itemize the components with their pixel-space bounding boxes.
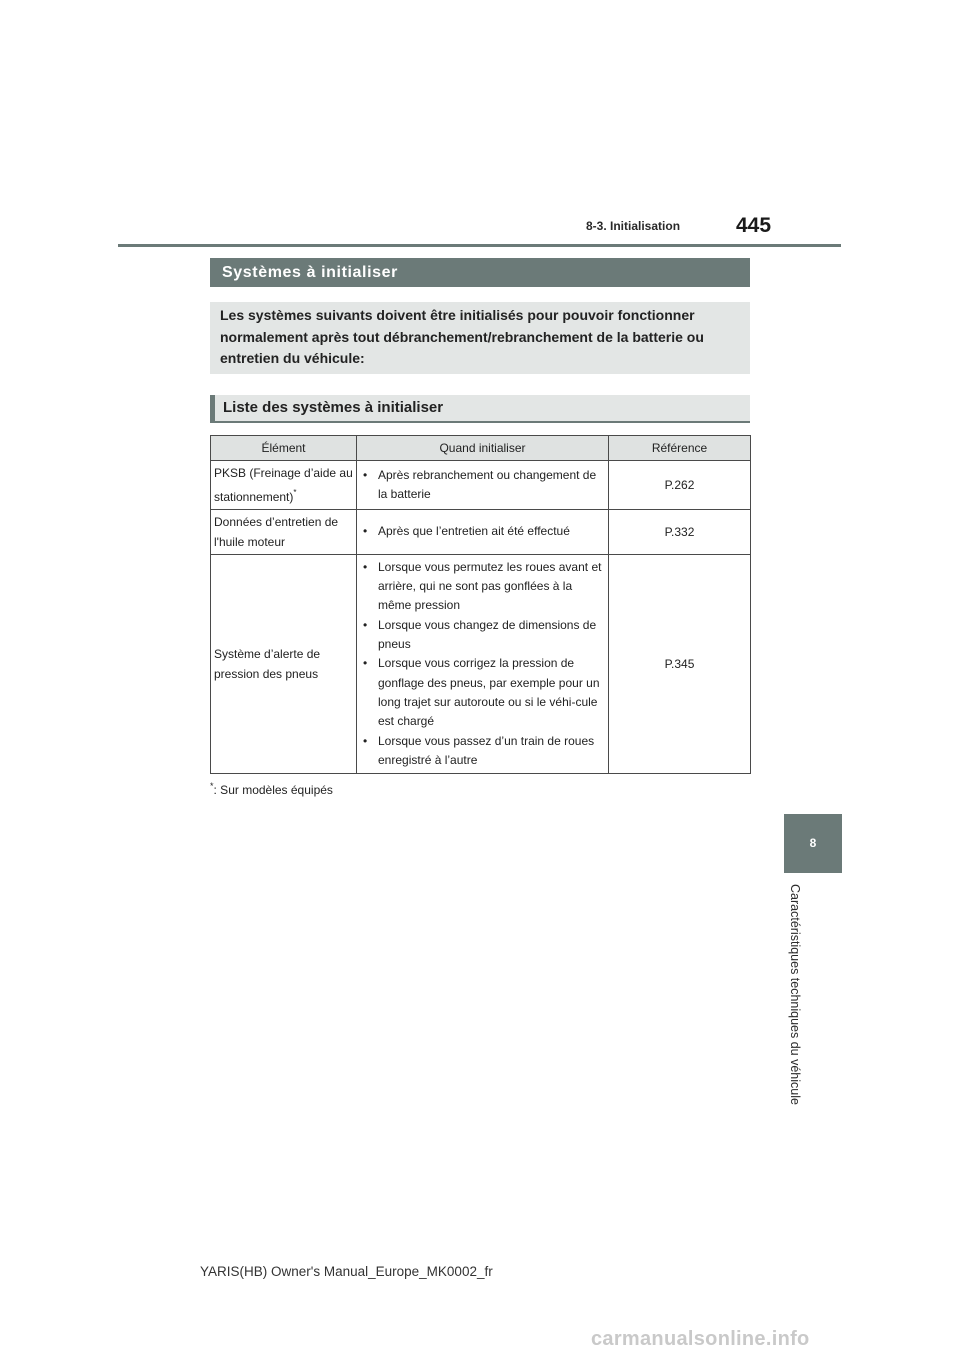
intro-text: Les systèmes suivants doivent être initialisés pour pouvoir fonctionner normalement après tout débranchement/rebranchement de la batterie ou entretien du véhicule: xyxy=(220,307,704,366)
column-header-reference: Référence xyxy=(609,436,751,461)
when-cell xyxy=(357,555,609,774)
manual-footer: YARIS(HB) Owner's Manual_Europe_MK0002_fr xyxy=(200,1264,493,1279)
element-cell xyxy=(211,555,357,774)
subsection-title-banner: Liste des systèmes à initialiser xyxy=(210,395,750,423)
table-header-row xyxy=(211,436,751,461)
list-item: • Lorsque vous changez de dimensions de pneus xyxy=(363,616,604,655)
systems-table xyxy=(210,435,751,774)
reference-link[interactable]: P.332 xyxy=(609,510,751,555)
table-row xyxy=(211,555,751,774)
chapter-side-title: Caractéristiques techniques du véhicule xyxy=(788,884,802,1105)
table-row xyxy=(211,510,751,555)
footnote-marker: * xyxy=(293,488,297,497)
when-cell xyxy=(357,510,609,555)
reference-link[interactable]: P.262 xyxy=(609,461,751,510)
column-header-when: Quand initialiser xyxy=(357,436,609,461)
table-row xyxy=(211,461,751,510)
list-item: • Lorsque vous corrigez la pression de gonflage des pneus, par exemple pour un long trajet sur autoroute ou si le véhi-cule est chargé xyxy=(363,654,604,731)
element-text: Système d’alerte de pression des pneus xyxy=(214,647,321,681)
intro-box xyxy=(210,302,750,374)
chapter-tab[interactable]: 8 xyxy=(784,814,842,873)
element-cell xyxy=(211,461,357,510)
footnote-mark: * xyxy=(210,781,214,791)
element-cell xyxy=(211,510,357,555)
footnote-text: : Sur modèles équipés xyxy=(213,783,333,797)
list-item: • Lorsque vous passez d’un train de roues enregistré à l’autre xyxy=(363,732,604,771)
watermark: carmanualsonline.info xyxy=(591,1328,810,1350)
list-item: • Après que l’entretien ait été effectué xyxy=(363,522,604,541)
reference-link[interactable]: P.345 xyxy=(609,555,751,774)
list-item: • Après rebranchement ou changement de la batterie xyxy=(363,466,604,505)
element-text: PKSB (Freinage d’aide au stationnement) xyxy=(214,466,353,504)
header-divider xyxy=(118,244,841,247)
list-item: • Lorsque vous permutez les roues avant et arrière, qui ne sont pas gonflées à la même pression xyxy=(363,558,604,616)
main-title-banner: Systèmes à initialiser xyxy=(210,258,750,287)
page-number: 445 xyxy=(736,214,772,237)
element-text: Données d’entretien de l'huile moteur xyxy=(214,515,339,549)
footnote xyxy=(210,781,333,797)
section-header: 8-3. Initialisation xyxy=(586,219,681,233)
when-cell xyxy=(357,461,609,510)
column-header-element: Élément xyxy=(211,436,357,461)
